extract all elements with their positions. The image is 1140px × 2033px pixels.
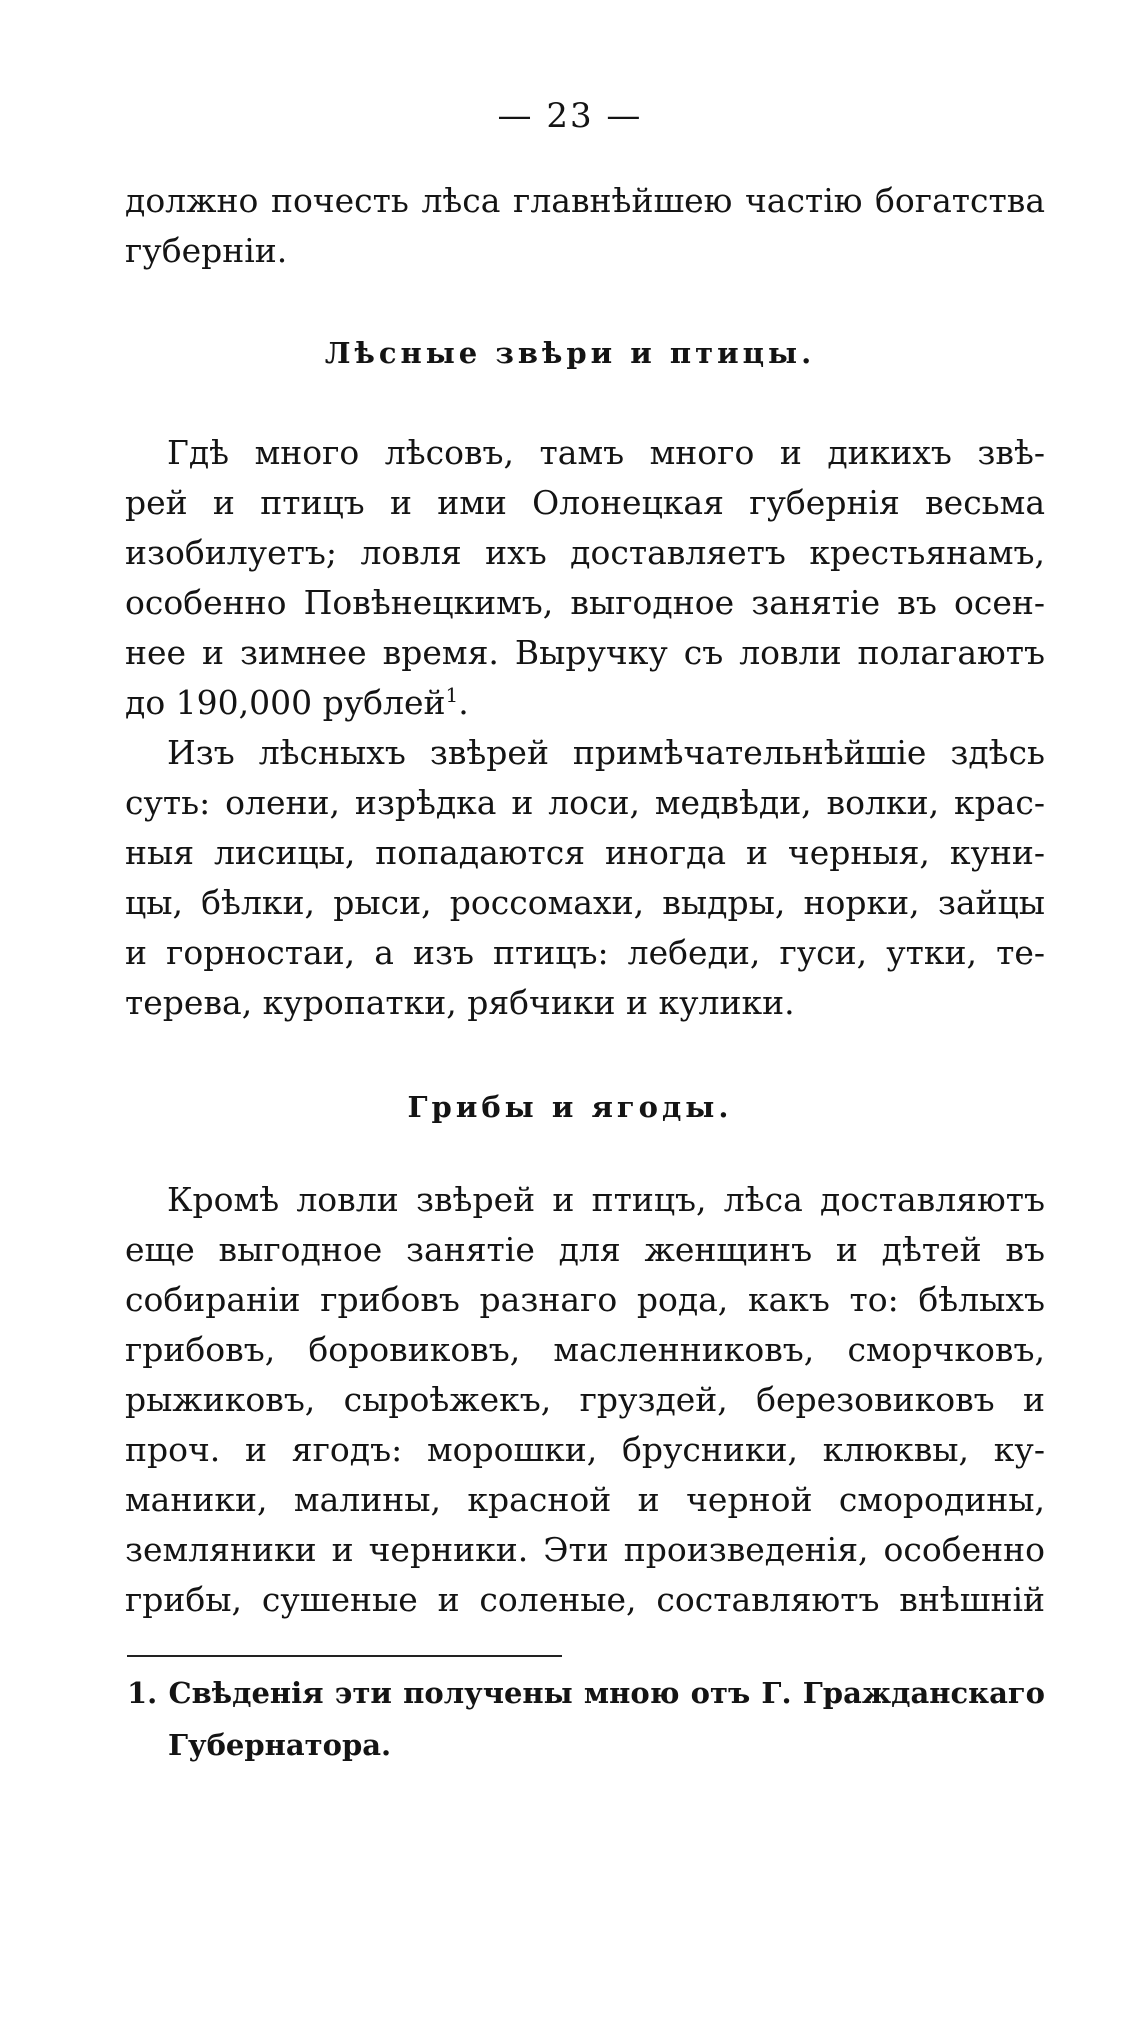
text-line: цы, бѣлки, рыси, россомахи, выдры, норки, зайцы	[125, 883, 1045, 922]
text-line: Изъ лѣсныхъ звѣрей примѣчательнѣйшіе здѣсь	[167, 733, 1045, 772]
text-line: земляники и черники. Эти произведенія, особенно	[125, 1530, 1045, 1569]
text-line: изобилуетъ; ловля ихъ доставляетъ крестьянамъ,	[125, 533, 1045, 572]
intro-paragraph	[125, 176, 1045, 276]
text-line: рей и птицъ и ими Олонецкая губернія весьма	[125, 483, 1045, 522]
text-line: должно почесть лѣса главнѣйшею частію богатства	[125, 181, 1045, 220]
text-line: Кромѣ ловли звѣрей и птицъ, лѣса доставляютъ	[167, 1180, 1045, 1219]
paragraph-animals-list	[125, 728, 1045, 1028]
section-heading-mushrooms-berries: Грибы и ягоды.	[407, 1090, 733, 1124]
text-line: проч. и ягодъ: морошки, брусники, клюквы, ку-	[125, 1430, 1045, 1469]
text-line: губерніи.	[125, 231, 288, 270]
text-line: собираніи грибовъ разнаго рода, какъ то: бѣлыхъ	[125, 1280, 1045, 1319]
paragraph-forests-game	[125, 428, 1045, 728]
text-line: нее и зимнее время. Выручку съ ловли полагаютъ	[125, 633, 1045, 672]
text-line: особенно Повѣнецкимъ, выгодное занятіе въ осен-	[125, 583, 1045, 622]
text-line-with-footnote	[125, 678, 1045, 728]
footnote-marker: 1.	[127, 1676, 158, 1710]
footnote-line	[127, 1667, 1045, 1719]
paragraph-mushrooms-berries	[125, 1175, 1045, 1625]
text-line: терева, куропатки, рябчики и кулики.	[125, 983, 795, 1022]
text-fragment: до 190,000 рублей	[125, 683, 446, 722]
text-line: ныя лисицы, попадаются иногда и черныя, куни-	[125, 833, 1045, 872]
footnote-separator	[127, 1655, 562, 1657]
text-line: суть: олени, изрѣдка и лоси, медвѣди, волки, крас-	[125, 783, 1045, 822]
footnote-reference: 1	[445, 683, 459, 707]
text-line: Гдѣ много лѣсовъ, тамъ много и дикихъ звѣ-	[167, 433, 1045, 472]
page-number: — 23 —	[497, 96, 643, 136]
text-line: грибовъ, боровиковъ, масленниковъ, сморчковъ,	[125, 1330, 1045, 1369]
section-heading-forest-animals: Лѣсные звѣри и птицы.	[324, 336, 816, 370]
text-line: еще выгодное занятіе для женщинъ и дѣтей въ	[125, 1230, 1045, 1269]
footnote-line: Губернатора.	[168, 1728, 392, 1762]
footnote	[127, 1667, 1045, 1771]
footnote-text: Свѣденія эти получены мною отъ Г. Гражданскаго	[168, 1676, 1045, 1710]
text-line: и горностаи, а изъ птицъ: лебеди, гуси, утки, те-	[125, 933, 1045, 972]
text-line: маники, малины, красной и черной смородины,	[125, 1480, 1045, 1519]
text-fragment: .	[458, 683, 469, 722]
text-line: рыжиковъ, сыроѣжекъ, груздей, березовиковъ и	[125, 1380, 1045, 1419]
text-line: грибы, сушеные и соленые, составляютъ внѣшній	[125, 1580, 1045, 1619]
